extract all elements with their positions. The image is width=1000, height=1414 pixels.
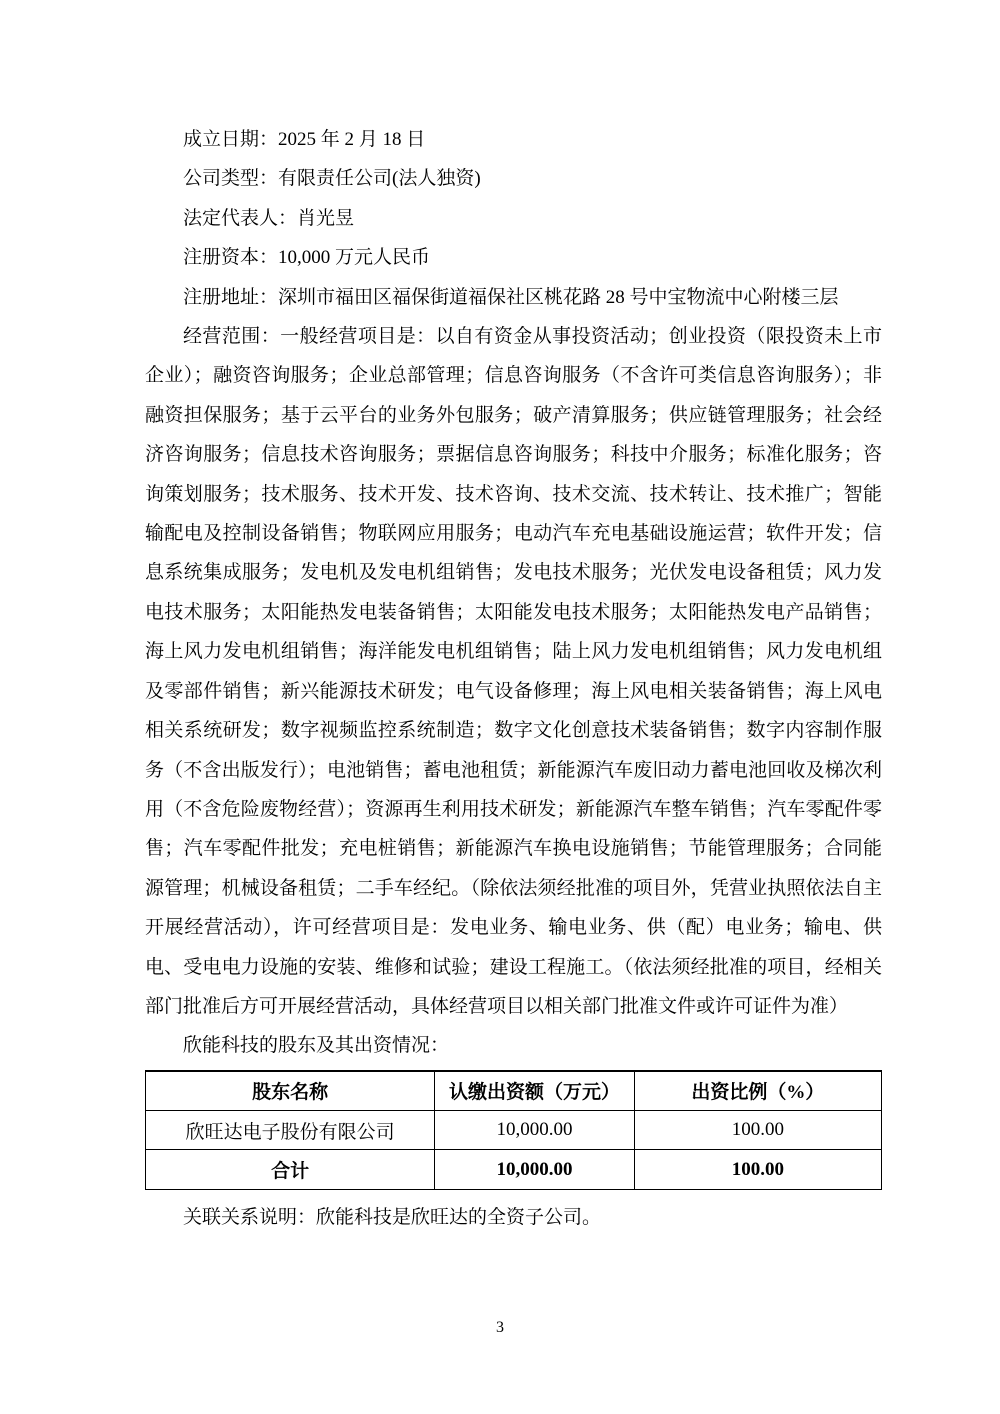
cell-subscribed-capital: 10,000.00 xyxy=(435,1110,634,1150)
page-number: 3 xyxy=(496,1319,504,1336)
business-scope-paragraph: 经营范围：一般经营项目是：以自有资金从事投资活动；创业投资（限投资未上市企业）；融资咨询服务；企业总部管理；信息咨询服务（不含许可类信息咨询服务）；非融资担保服务；基于云平台的业务外包服务；破产清算服务；供应链管理服务；社会经济咨询服务；信息技术咨询服务；票据信息咨询服务；科技中介服务；标准化服务；咨询策划服务；技术服务、技术开发、技术咨询、技术交流、技术转让、技术推广；智能输配电及控制设备销售；物联网应用服务；电动汽车充电基础设施运营；软件开发；信息系统集成服务；发电机及发电机组销售；发电技术服务；光伏发电设备租赁；风力发电技术服务；太阳能热发电装备销售；太阳能发电技术服务；太阳能热发电产品销售；海上风力发电机组销售；海洋能发电机组销售；陆上风力发电机组销售；风力发电机组及零部件销售；新兴能源技术研发；电气设备修理；海上风电相关装备销售；海上风电相关系统研发；数字视频监控系统制造；数字文化创意技术装备销售；数字内容制作服务（不含出版发行）；电池销售；蓄电池租赁；新能源汽车废旧动力蓄电池回收及梯次利用（不含危险废物经营）；资源再生利用技术研发；新能源汽车整车销售；汽车零配件零售；汽车零配件批发；充电桩销售；新能源汽车换电设施销售；节能管理服务；合同能源管理；机械设备租赁；二手车经纪。（除依法须经批准的项目外，凭营业执照依法自主开展经营活动），许可经营项目是：发电业务、输电业务、供（配）电业务；输电、供电、受电电力设施的安装、维修和试验；建设工程施工。（依法须经批准的项目，经相关部门批准后方可开展经营活动，具体经营项目以相关部门批准文件或许可证件为准） xyxy=(145,326,882,1017)
registered-address-line: 注册地址：深圳市福田区福保街道福保社区桃花路 28 号中宝物流中心附楼三层 xyxy=(183,286,839,308)
header-shareholder-name: 股东名称 xyxy=(146,1071,435,1111)
shareholder-table xyxy=(145,1070,882,1190)
relation-note-line: 关联关系说明：欣能科技是欣旺达的全资子公司。 xyxy=(183,1206,602,1228)
shareholder-intro-line: 欣能科技的股东及其出资情况： xyxy=(183,1035,450,1057)
cell-total-capital: 10,000.00 xyxy=(435,1150,634,1190)
cell-total-ratio: 100.00 xyxy=(634,1150,881,1190)
header-ownership-ratio: 出资比例（%） xyxy=(634,1071,881,1111)
legal-representative-line: 法定代表人：肖光昱 xyxy=(183,207,355,229)
registered-capital-line: 注册资本：10,000 万元人民币 xyxy=(183,247,431,269)
cell-shareholder-name: 欣旺达电子股份有限公司 xyxy=(146,1110,435,1150)
table-row xyxy=(146,1110,882,1150)
table-total-row xyxy=(146,1150,882,1190)
header-subscribed-capital: 认缴出资额（万元） xyxy=(435,1071,634,1111)
company-type-line: 公司类型：有限责任公司(法人独资) xyxy=(183,168,481,190)
cell-total-label: 合计 xyxy=(146,1150,435,1190)
establishment-date-line: 成立日期：2025 年 2 月 18 日 xyxy=(183,129,426,150)
table-header-row xyxy=(146,1071,882,1111)
cell-ownership-ratio: 100.00 xyxy=(634,1110,881,1150)
